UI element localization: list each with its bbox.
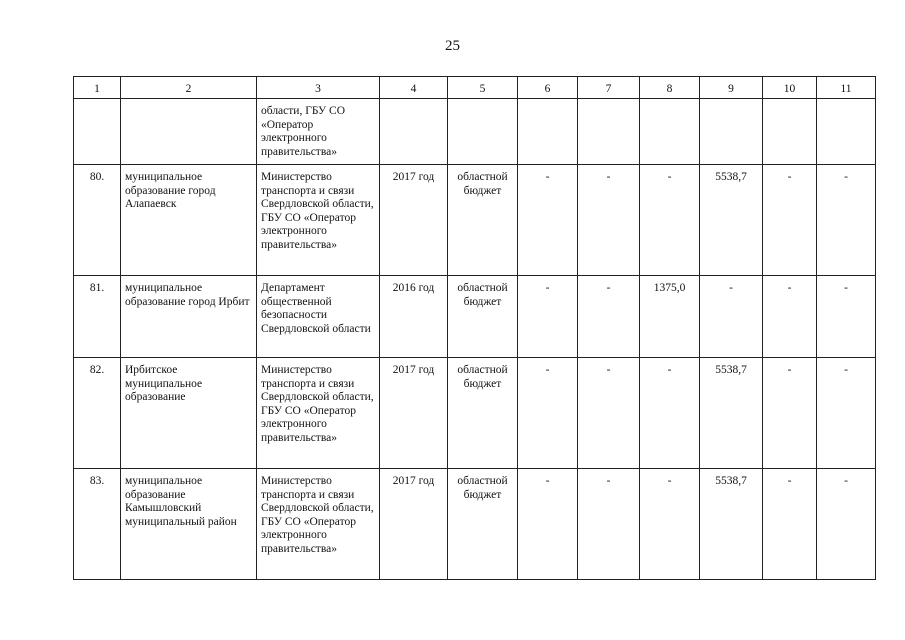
- value-cell: -: [578, 469, 640, 580]
- value-cell: [763, 99, 817, 165]
- executor-cell: Министерство транспорта и связи Свердловской области, ГБУ СО «Оператор электронного правительства»: [257, 358, 380, 469]
- source-cell: областной бюджет: [448, 469, 518, 580]
- row-number: [74, 99, 121, 165]
- value-cell: -: [817, 165, 876, 276]
- value-cell: -: [763, 165, 817, 276]
- value-cell: 5538,7: [700, 469, 763, 580]
- column-number-row: [74, 77, 876, 99]
- municipality-cell: Ирбитское муниципальное образование: [121, 358, 257, 469]
- value-cell: -: [640, 358, 700, 469]
- value-cell: -: [700, 276, 763, 358]
- row-number: 83.: [74, 469, 121, 580]
- column-header: 9: [700, 77, 763, 99]
- table-row: [74, 99, 876, 165]
- value-cell: [700, 99, 763, 165]
- value-cell: -: [640, 469, 700, 580]
- year-cell: 2017 год: [380, 358, 448, 469]
- municipality-cell: муниципальное образование город Ирбит: [121, 276, 257, 358]
- column-header: 3: [257, 77, 380, 99]
- column-header: 1: [74, 77, 121, 99]
- value-cell: -: [578, 165, 640, 276]
- executor-cell: Департамент общественной безопасности Свердловской области: [257, 276, 380, 358]
- value-cell: -: [763, 469, 817, 580]
- year-cell: [380, 99, 448, 165]
- value-cell: [518, 99, 578, 165]
- value-cell: -: [578, 358, 640, 469]
- row-number: 80.: [74, 165, 121, 276]
- data-table: [73, 76, 876, 580]
- value-cell: -: [518, 469, 578, 580]
- year-cell: 2017 год: [380, 469, 448, 580]
- value-cell: -: [640, 165, 700, 276]
- source-cell: областной бюджет: [448, 276, 518, 358]
- value-cell: 5538,7: [700, 358, 763, 469]
- table-row: [74, 469, 876, 580]
- column-header: 8: [640, 77, 700, 99]
- column-header: 4: [380, 77, 448, 99]
- year-cell: 2016 год: [380, 276, 448, 358]
- value-cell: [817, 99, 876, 165]
- executor-cell: Министерство транспорта и связи Свердловской области, ГБУ СО «Оператор электронного правительства»: [257, 165, 380, 276]
- municipality-cell: [121, 99, 257, 165]
- column-header: 2: [121, 77, 257, 99]
- executor-cell: Министерство транспорта и связи Свердловской области, ГБУ СО «Оператор электронного правительства»: [257, 469, 380, 580]
- value-cell: -: [578, 276, 640, 358]
- value-cell: -: [518, 276, 578, 358]
- source-cell: [448, 99, 518, 165]
- value-cell: -: [763, 358, 817, 469]
- source-cell: областной бюджет: [448, 358, 518, 469]
- page-number: 25: [445, 38, 460, 54]
- column-header: 7: [578, 77, 640, 99]
- column-header: 11: [817, 77, 876, 99]
- year-cell: 2017 год: [380, 165, 448, 276]
- value-cell: [640, 99, 700, 165]
- executor-cell: области, ГБУ СО «Оператор электронного правительства»: [257, 99, 380, 165]
- value-cell: 1375,0: [640, 276, 700, 358]
- municipality-cell: муниципальное образование город Алапаевск: [121, 165, 257, 276]
- value-cell: -: [817, 276, 876, 358]
- row-number: 81.: [74, 276, 121, 358]
- value-cell: [578, 99, 640, 165]
- value-cell: -: [817, 469, 876, 580]
- source-cell: областной бюджет: [448, 165, 518, 276]
- column-header: 10: [763, 77, 817, 99]
- table-row: [74, 358, 876, 469]
- value-cell: -: [817, 358, 876, 469]
- value-cell: -: [518, 165, 578, 276]
- column-header: 5: [448, 77, 518, 99]
- column-header: 6: [518, 77, 578, 99]
- table-row: [74, 276, 876, 358]
- table-row: [74, 165, 876, 276]
- value-cell: -: [763, 276, 817, 358]
- value-cell: -: [518, 358, 578, 469]
- municipality-cell: муниципальное образование Камышловский муниципальный район: [121, 469, 257, 580]
- row-number: 82.: [74, 358, 121, 469]
- value-cell: 5538,7: [700, 165, 763, 276]
